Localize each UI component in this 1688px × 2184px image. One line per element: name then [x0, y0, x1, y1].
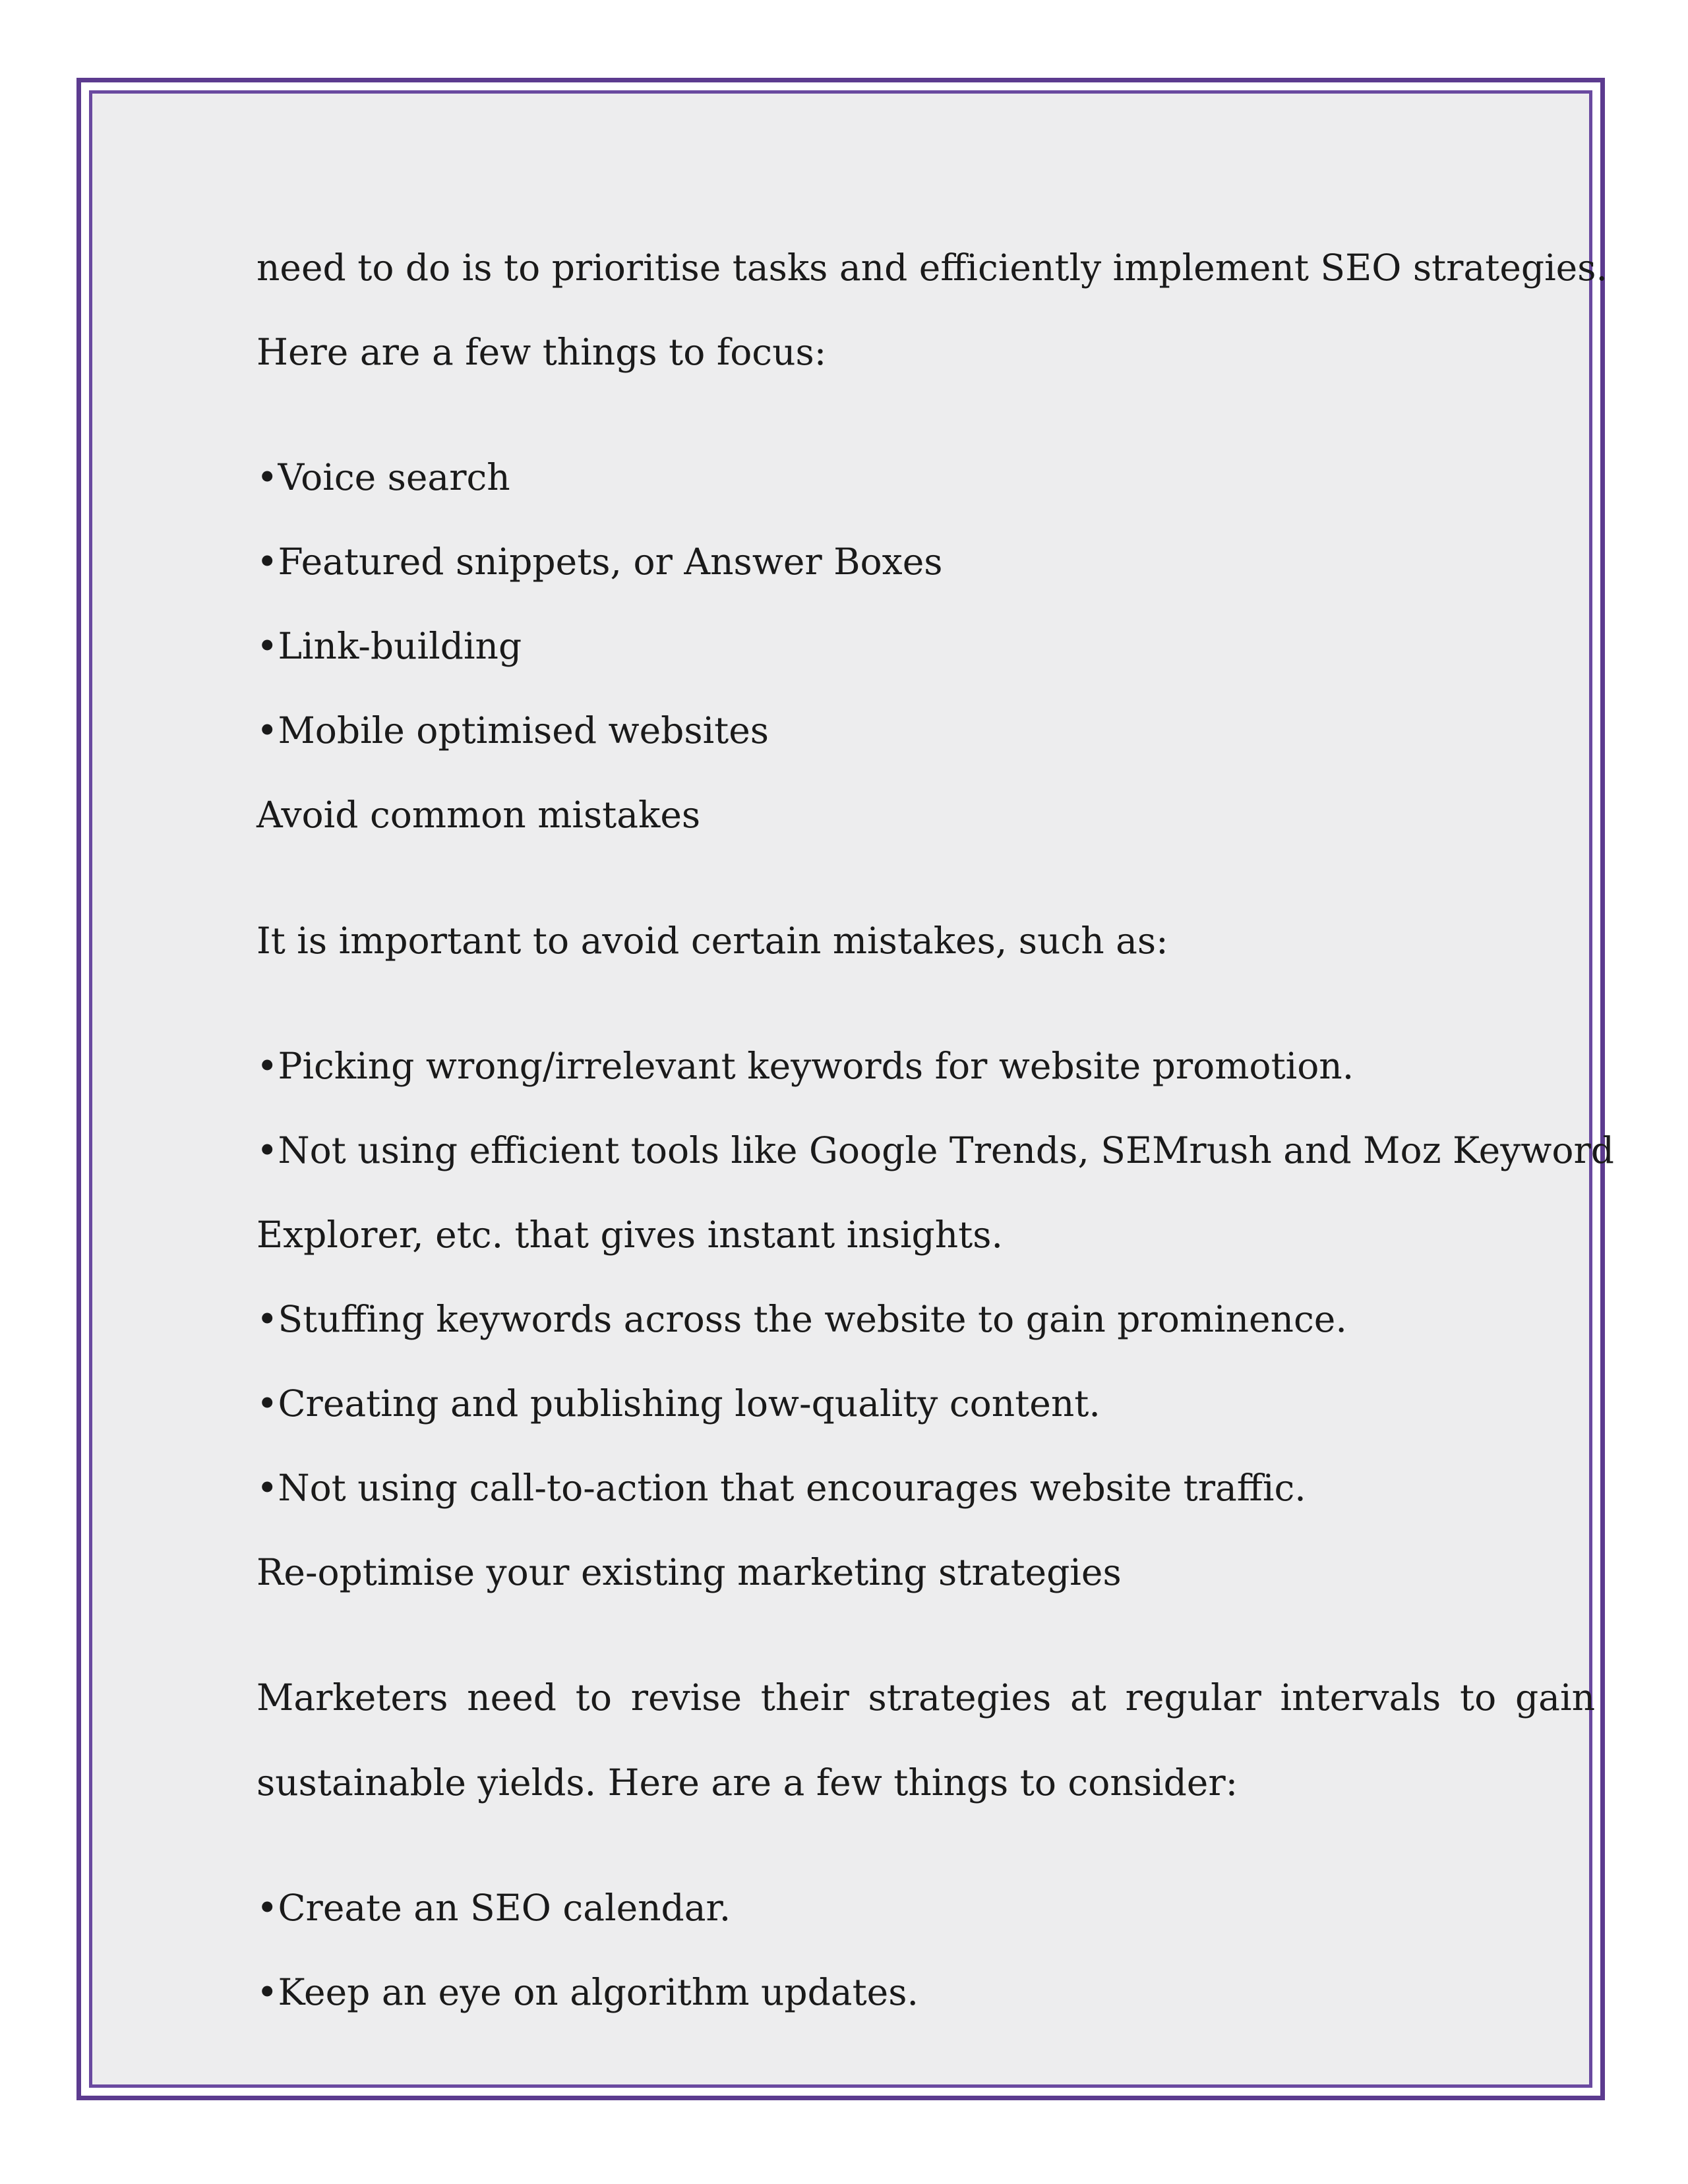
consider-item-seo-calendar: •Create an SEO calendar. [256, 1887, 731, 1929]
intro-line-2: Here are a few things to focus: [256, 331, 827, 373]
mistake-item-1: •Picking wrong/irrelevant keywords for website promotion. [256, 1045, 1354, 1087]
focus-item-voice-search: •Voice search [256, 456, 510, 498]
mistake-item-2-line-1: •Not using efficient tools like Google Trends, SEMrush and Moz Keyword [256, 1129, 1614, 1171]
intro-line-1: need to do is to prioritise tasks and efficiently implement SEO strategies. [256, 247, 1608, 289]
reoptimise-line-2: sustainable yields. Here are a few things to consider: [256, 1761, 1238, 1804]
mistake-item-2-line-2: Explorer, etc. that gives instant insights. [256, 1214, 1003, 1256]
heading-reoptimise: Re-optimise your existing marketing strategies [256, 1551, 1122, 1593]
page-border-outer [76, 78, 1614, 2100]
mistake-item-3: •Stuffing keywords across the website to gain prominence. [256, 1298, 1347, 1340]
consider-item-algorithm-updates: •Keep an eye on algorithm updates. [256, 1971, 919, 2013]
page-border-inner [89, 90, 1614, 2088]
mistake-item-4: •Creating and publishing low-quality content. [256, 1382, 1100, 1425]
heading-avoid-mistakes: Avoid common mistakes [256, 794, 701, 836]
mistakes-intro: It is important to avoid certain mistakes, such as: [256, 920, 1168, 962]
focus-item-featured-snippets: •Featured snippets, or Answer Boxes [256, 541, 943, 583]
focus-item-link-building: •Link-building [256, 625, 522, 667]
reoptimise-line-1: Marketers need to revise their strategies at regular intervals to gain [256, 1676, 1595, 1719]
mistake-item-5: •Not using call-to-action that encourages website traffic. [256, 1467, 1306, 1509]
focus-item-mobile-optimised: •Mobile optimised websites [256, 709, 769, 752]
